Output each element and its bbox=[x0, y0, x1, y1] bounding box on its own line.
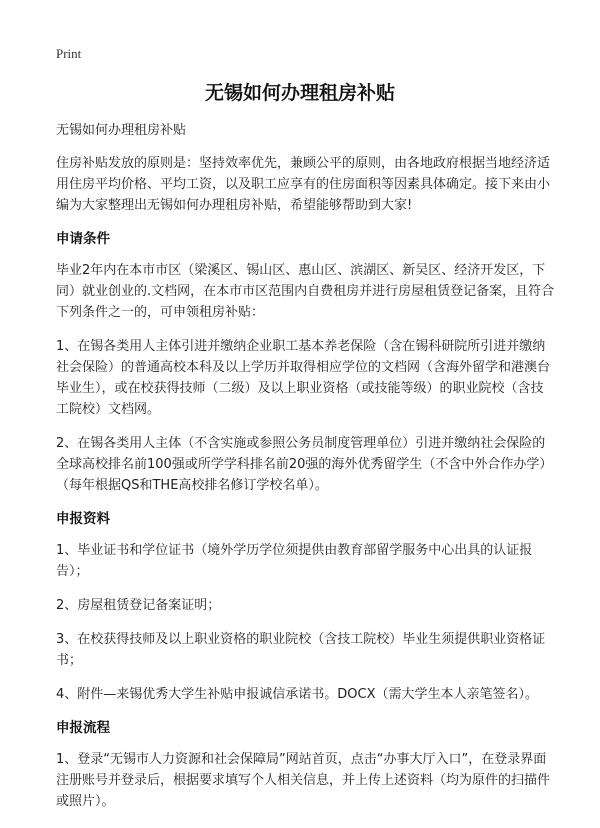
section-heading-materials: 申报资料 bbox=[56, 511, 110, 527]
print-link[interactable]: Print bbox=[56, 46, 82, 61]
process-item-1: 1、登录“无锡市人力资源和社会保障局”网站首页，点击“办事大厅入口”，在登录界面注册账号并登录后，根据要求填写个人相关信息，并上传上述资料（均为原件的扫描件或照片）。 bbox=[56, 752, 551, 809]
eligibility-paragraph: 毕业2年内在本市市区（梁溪区、锡山区、惠山区、滨湖区、新吴区、经济开发区，下同）就业创业的.文档网，在本市市区范围内自费租房并进行房屋租赁登记备案，且符合下列条件之一的，可申领租房补贴： bbox=[56, 263, 555, 320]
article-subtitle: 无锡如何办理租房补贴 bbox=[56, 123, 187, 138]
section-heading-eligibility: 申请条件 bbox=[56, 231, 110, 247]
page-title: 无锡如何办理租房补贴 bbox=[204, 82, 395, 104]
materials-item-1: 1、毕业证书和学位证书（境外学历学位须提供由教育部留学服务中心出具的认证报告）； bbox=[56, 543, 533, 579]
materials-item-2: 2、房屋租赁登记备案证明； bbox=[56, 598, 221, 613]
materials-item-3: 3、在校获得技师及以上职业资格的职业院校（含技工院校）毕业生须提供职业资格证书； bbox=[56, 632, 546, 668]
article-body bbox=[56, 120, 556, 825]
materials-item-4: 4、附件—来锡优秀大学生补贴申报诚信承诺书。DOCX（需大学生本人亲笔签名）。 bbox=[56, 687, 538, 702]
section-heading-process: 申报流程 bbox=[56, 720, 110, 736]
intro-paragraph: 住房补贴发放的原则是：坚持效率优先，兼顾公平的原则，由各地政府根据当地经济适用住房平均价格、平均工资，以及职工应享有的住房面积等因素具体确定。接下来由小编为大家整理出无锡如何办理租房补贴，希望能够帮助到大家! bbox=[56, 156, 551, 213]
eligibility-item-1: 1、在锡各类用人主体引进并缴纳企业职工基本养老保险（含在锡科研院所引进并缴纳社会保险）的普通高校本科及以上学历并取得相应学位的文档网（含海外留学和港澳台毕业生），或在校获得技师（二级）及以上职业资格（或技能等级）的职业院校（含技工院校）文档网。 bbox=[56, 339, 551, 417]
eligibility-item-2: 2、在锡各类用人主体（不含实施或参照公务员制度管理单位）引进并缴纳社会保险的全球高校排名前100强或所学学科排名前20强的海外优秀留学生（不含中外合作办学）（每年根据QS和THE高校排名修订学校名单）。 bbox=[56, 436, 553, 493]
